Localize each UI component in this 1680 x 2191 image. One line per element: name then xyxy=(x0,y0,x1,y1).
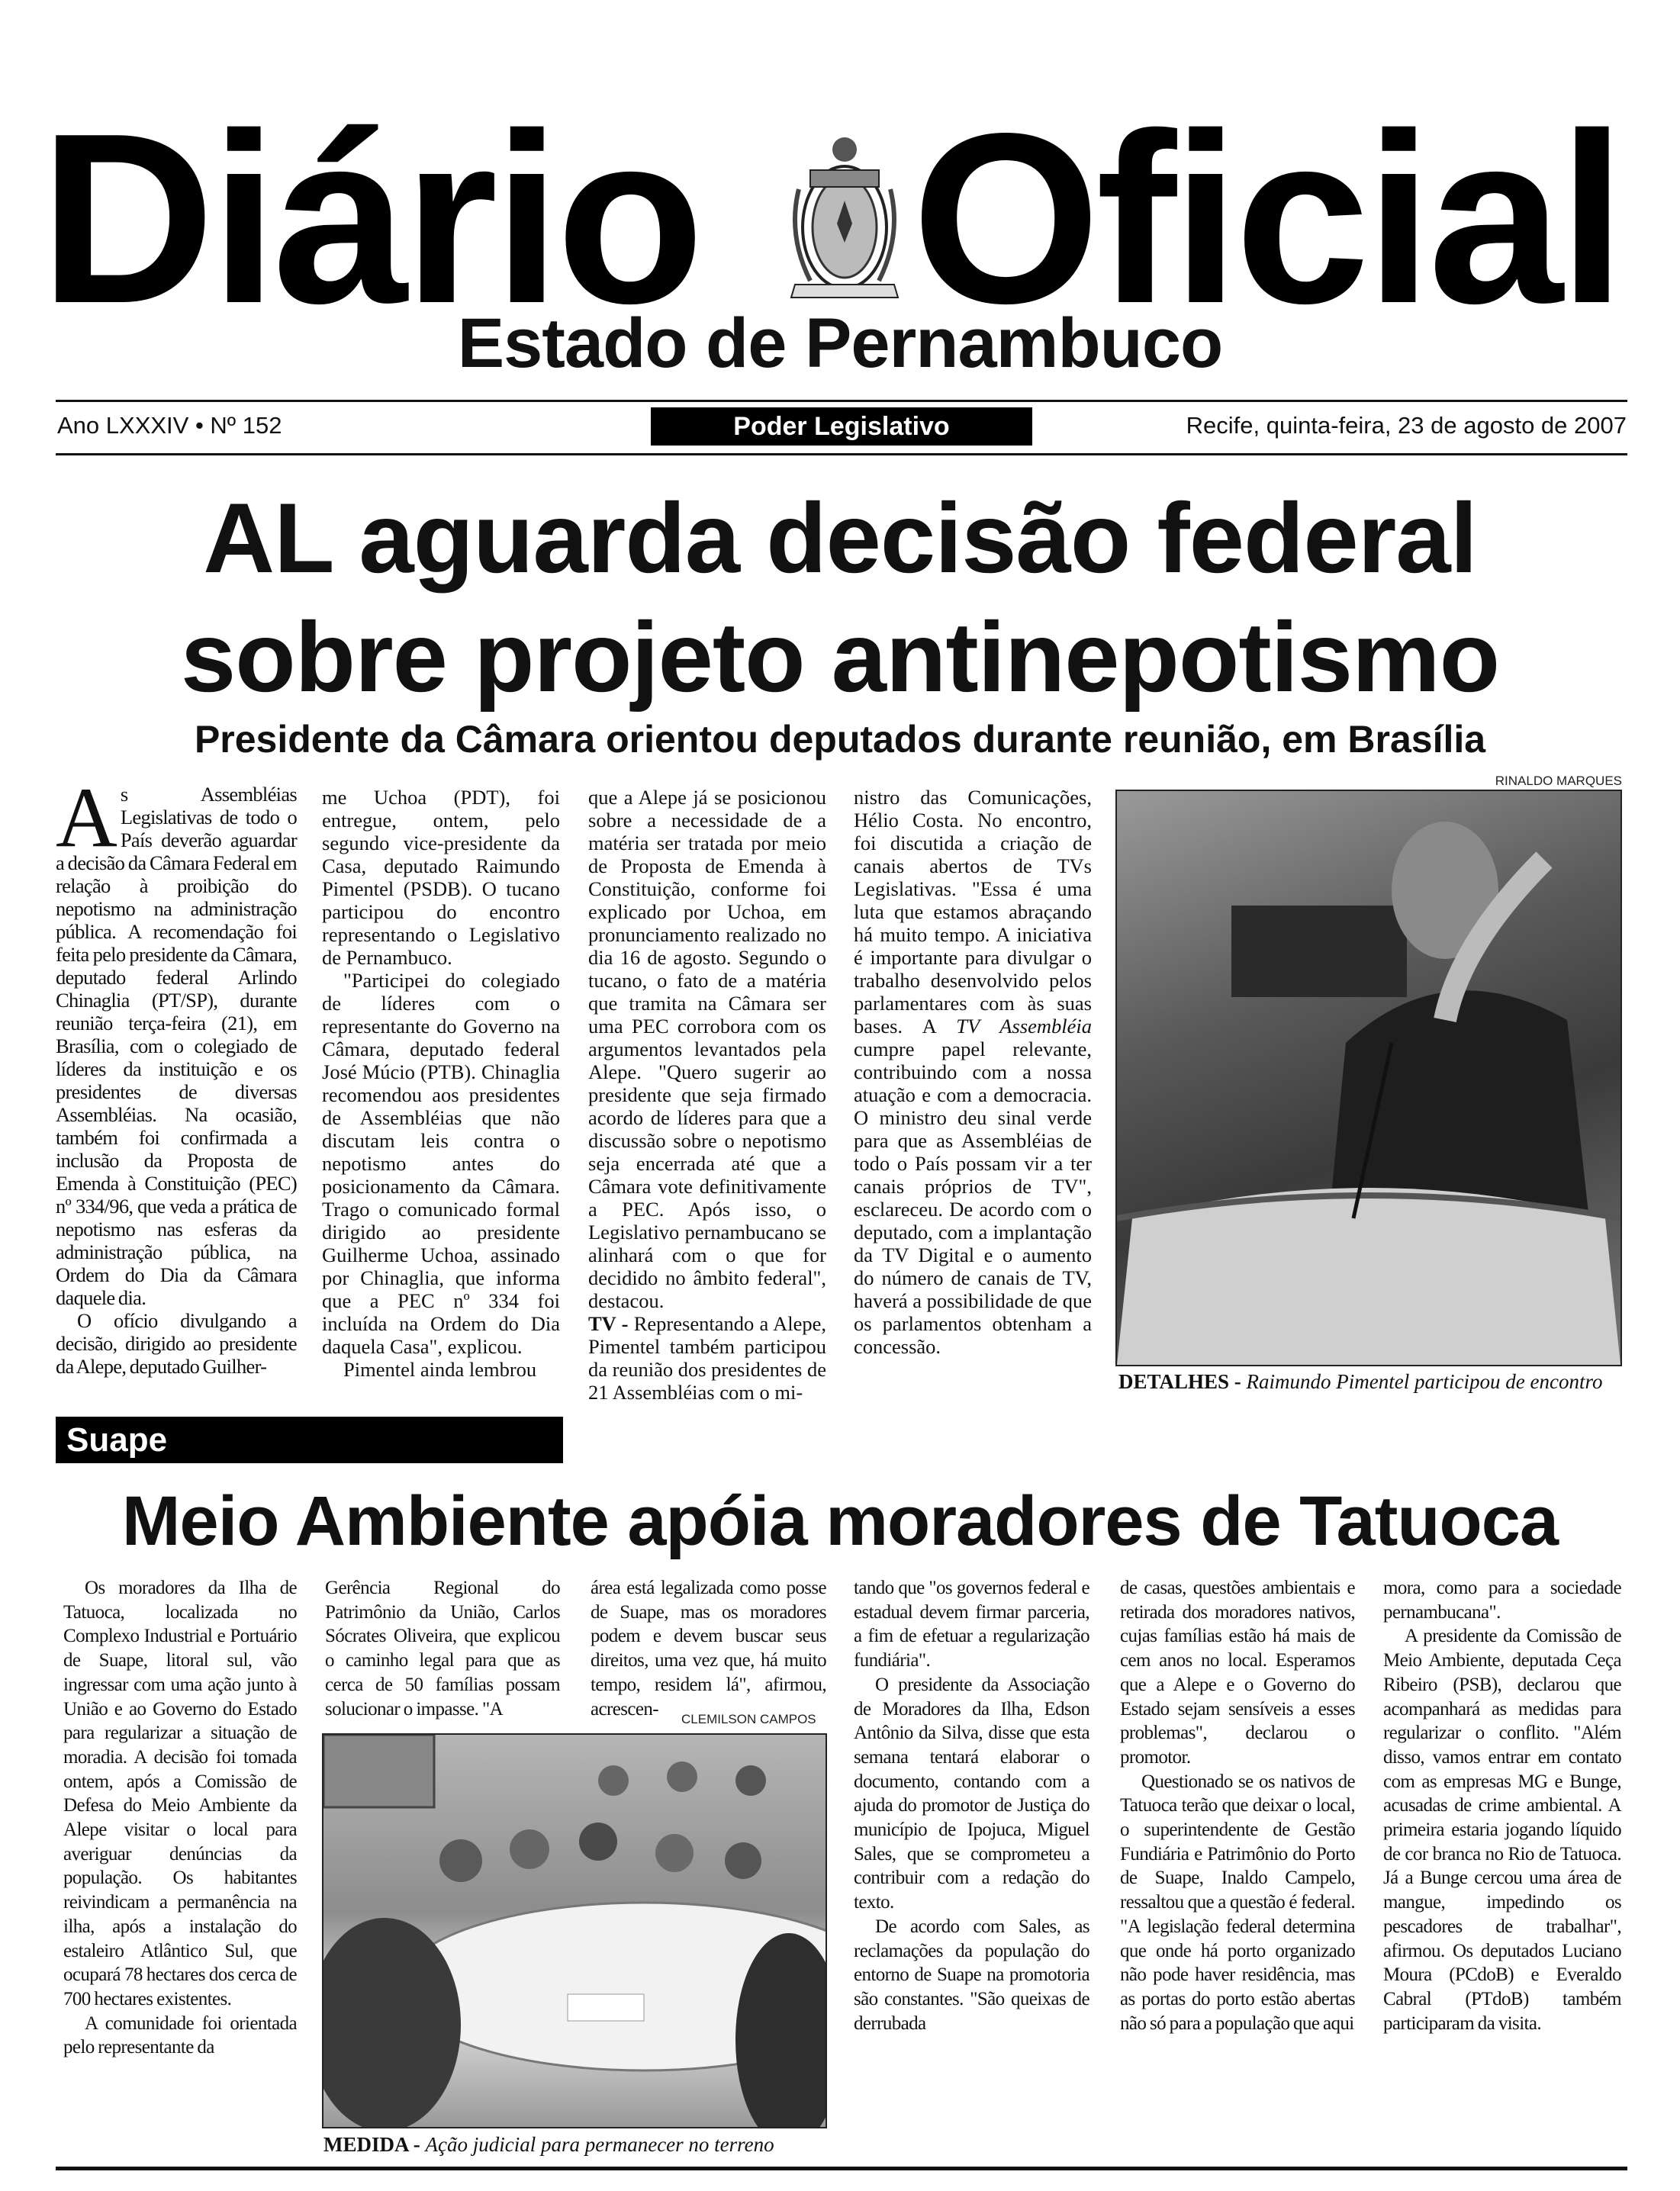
masthead-title-left: Diário xyxy=(40,83,700,354)
paragraph: Os moradores da Ilha de Tatuoca, localizada no Complexo Industrial e Portuário de Suape, litoral sul, vão ingressar com uma ação junto à União e ao Governo do Estado para regularizar a situação de moradia. A decisão foi tomada ontem, após a Comissão de Defesa do Meio Ambiente da Alepe visitar o local para averiguar denúncias da população. Os habitantes reivindicam a permanência na ilha, após a instalação do estaleiro Atlântico Sul, que ocupará 78 hectares dos cerca de 700 hectares existentes. xyxy=(63,1578,297,2009)
article-column xyxy=(854,786,1092,1358)
headline: sobre projeto antinepotismo xyxy=(180,601,1500,713)
program-name: TV Assembléia xyxy=(956,1015,1092,1038)
headline: AL aguarda decisão federal xyxy=(203,482,1477,594)
section-badge: Poder Legislativo xyxy=(651,407,1032,446)
subhead-lead: TV - xyxy=(588,1312,629,1335)
article-column xyxy=(325,1576,560,1721)
paragraph: "Participei do colegiado de líderes com o representante do Governo na Câmara, deputado federal José Múcio (PTB). Chinaglia recomendou aos presidentes de Assembléias que não discutam leis contra o nepotismo antes do posicionamento da Câmara. Trago o comunicado formal dirigido ao presidente Guilherme Uchoa, assinado por Chinaglia, que informa que a PEC nº 334 foi incluída na Ordem do Dia daquela Casa", explicou. xyxy=(322,969,560,1358)
article-column xyxy=(56,771,297,1378)
paragraph: tando que "os governos federal e estadual devem firmar parceria, a fim de efetuar a regularização fundiária". xyxy=(854,1578,1089,1671)
paragraph: de casas, questões ambientais e retirada dos moradores nativos, cujas famílias estão há mais de cem anos no local. Esperamos que a Alepe e o Governo do Estado sejam sensíveis a esses problemas", declarou o promotor. xyxy=(1120,1578,1355,1768)
article-column xyxy=(63,1576,297,2060)
photo-meeting-table xyxy=(322,1733,827,2128)
caption-text: Raimundo Pimentel participou de encontro xyxy=(1246,1370,1603,1393)
divider xyxy=(56,400,1627,402)
paragraph: Questionado se os nativos de Tatuoca terão que deixar o local, o superintendente de Gestão Fundiária e Patrimônio do Porto de Suape, Inaldo Campelo, ressaltou que a questão é federal. "A legislação federal determina que onde há porto organizado não pode haver residência, mas as portas do porto estão abertas não só para a população que aqui xyxy=(1120,1771,1355,2034)
paragraph: O presidente da Associação de Moradores da Ilha, Edson Antônio da Silva, disse que esta semana tentará elaborar o documento, contando com a ajuda do promotor de Justiça do município de Ipojuca, Miguel Sales, que se comprometeu a contribuir com a redação do texto. xyxy=(854,1674,1089,1913)
paragraph xyxy=(588,1312,826,1404)
masthead-title-right: Oficial xyxy=(912,83,1622,354)
article-column xyxy=(854,1576,1089,2035)
photo-caption xyxy=(323,2133,774,2157)
paragraph xyxy=(854,786,1092,1358)
state-coat-of-arms-icon xyxy=(772,128,917,307)
caption-label: MEDIDA - xyxy=(323,2133,420,2156)
paragraph-text: cumpre papel relevante, contribuindo com a nossa atuação e com a democracia. O ministro deu sinal verde para que as Assembléias de todo o País possam vir a ter canais próprios de TV", esclareceu. De acordo com o deputado, com a implantação da TV Digital e o aumento do número de canais de TV, haverá a possibilidade de que os parlamentos obtenham a concessão. xyxy=(854,1038,1092,1358)
paragraph: mora, como para a sociedade pernambucana". xyxy=(1383,1578,1621,1623)
photo-credit: RINALDO MARQUES xyxy=(1495,774,1622,788)
paragraph-text: nistro das Comunicações, Hélio Costa. No encontro, foi discutida a criação de canais abertos de TVs Legislativas. "Essa é uma luta que estamos abraçando há muito tempo. A iniciativa é importante para divulgar o trabalho desenvolvido pelos parlamentares com às suas bases. A xyxy=(854,786,1092,1038)
drop-cap: A xyxy=(56,771,117,865)
dateline: Recife, quinta-feira, 23 de agosto de 2007 xyxy=(1186,412,1627,439)
masthead-state: Estado de Pernambuco xyxy=(457,304,1223,382)
subheadline: Presidente da Câmara orientou deputados durante reunião, em Brasília xyxy=(194,718,1486,761)
paragraph: área está legalizada como posse de Suape, mas os moradores podem e devem buscar seus direitos, uma vez que, há muito tempo, residem lá", afirmou, acrescen- xyxy=(591,1578,826,1720)
paragraph: Pimentel ainda lembrou xyxy=(343,1358,537,1381)
paragraph: De acordo com Sales, as reclamações da população do entorno de Suape na promotoria são constantes. "São queixas de derrubada xyxy=(854,1916,1089,2034)
photo-credit: CLEMILSON CAMPOS xyxy=(681,1712,816,1726)
article-column xyxy=(1120,1576,1355,2035)
paragraph: A comunidade foi orientada pelo representante da xyxy=(63,2012,297,2058)
paragraph: A presidente da Comissão de Meio Ambiente, deputada Ceça Ribeiro (PSB), declarou que acompanhará as medidas para regularizar o conflito. "Além disso, vamos entrar em contato com as empresas MG e Bunge, acusadas de crime ambiental. A primeira estaria jogando líquido de cor branca no Rio de Tatuoca. Já a Bunge cercou uma área de mangue, impedindo os pescadores de trabalhar", afirmou. Os deputados Luciano Moura (PCdoB) e Everaldo Cabral (PTdoB) também participaram da visita. xyxy=(1383,1626,1621,2034)
caption-label: DETALHES - xyxy=(1118,1370,1241,1393)
photo-speaker-at-podium xyxy=(1115,790,1622,1366)
photo-caption xyxy=(1118,1370,1602,1394)
edition-number: Ano LXXXIV • Nº 152 xyxy=(57,412,282,439)
paragraph: Gerência Regional do Patrimônio da União, Carlos Sócrates Oliveira, que explicou o caminho legal para que as cerca de 50 famílias possam solucionar o impasse. "A xyxy=(325,1578,560,1720)
divider xyxy=(56,453,1627,455)
article-column xyxy=(1383,1576,1621,2035)
paragraph: O ofício divulgando a decisão, dirigido ao presidente da Alepe, deputado Guilher- xyxy=(56,1309,297,1378)
article-column xyxy=(591,1576,826,1721)
article-column xyxy=(588,786,826,1404)
paragraph: que a Alepe já se posicionou sobre a necessidade de a matéria ser tratada por meio de Proposta de Emenda à Constituição, conforme foi explicado por Uchoa, em pronunciamento realizado no dia 16 de agosto. Segundo o tucano, o fato de a matéria que tramita na Câmara ser uma PEC corrobora com os argumentos levantados pela Alepe. "Quero sugerir ao presidente que seja firmado acordo de líderes para que a discussão sobre o nepotismo seja encerrada até que a Câmara vote definitivamente a PEC. Após isso, o Legislativo pernambucano se alinhará com o que for decidido no âmbito federal", destacou. xyxy=(588,786,826,1312)
paragraph: me Uchoa (PDT), foi entregue, ontem, pelo segundo vice-presidente da Casa, deputado Raimundo Pimentel (PSDB). O tucano participou do encontro representando o Legislativo de Pernambuco. xyxy=(322,786,560,969)
caption-text: Ação judicial para permanecer no terreno xyxy=(425,2133,774,2156)
headline: Meio Ambiente apóia moradores de Tatuoca xyxy=(121,1482,1559,1560)
paragraph: s Assembléias Legislativas de todo o País deverão aguardar a decisão da Câmara Federal em relação à proibição do nepotismo na administração pública. A recomendação foi feita pelo presidente da Câmara, deputado federal Arlindo Chinaglia (PT/SP), durante reunião terça-feira (21), em Brasília, com o colegiado de líderes da instituição e os presidentes de diversas Assembléias. Na ocasião, também foi confirmada a inclusão da Proposta de Emenda à Constituição (PEC) nº 334/96, que veda a prática de nepotismo nas esferas da administração pública, na Ordem do Dia da Câmara daquele dia. xyxy=(56,783,297,1309)
article-column xyxy=(322,786,560,1381)
section-label: Suape xyxy=(56,1417,563,1463)
divider xyxy=(56,2167,1627,2170)
paragraph-text: Representando a Alepe, Pimentel também participou da reunião dos presidentes de 21 Assembléias com o mi- xyxy=(588,1312,827,1404)
